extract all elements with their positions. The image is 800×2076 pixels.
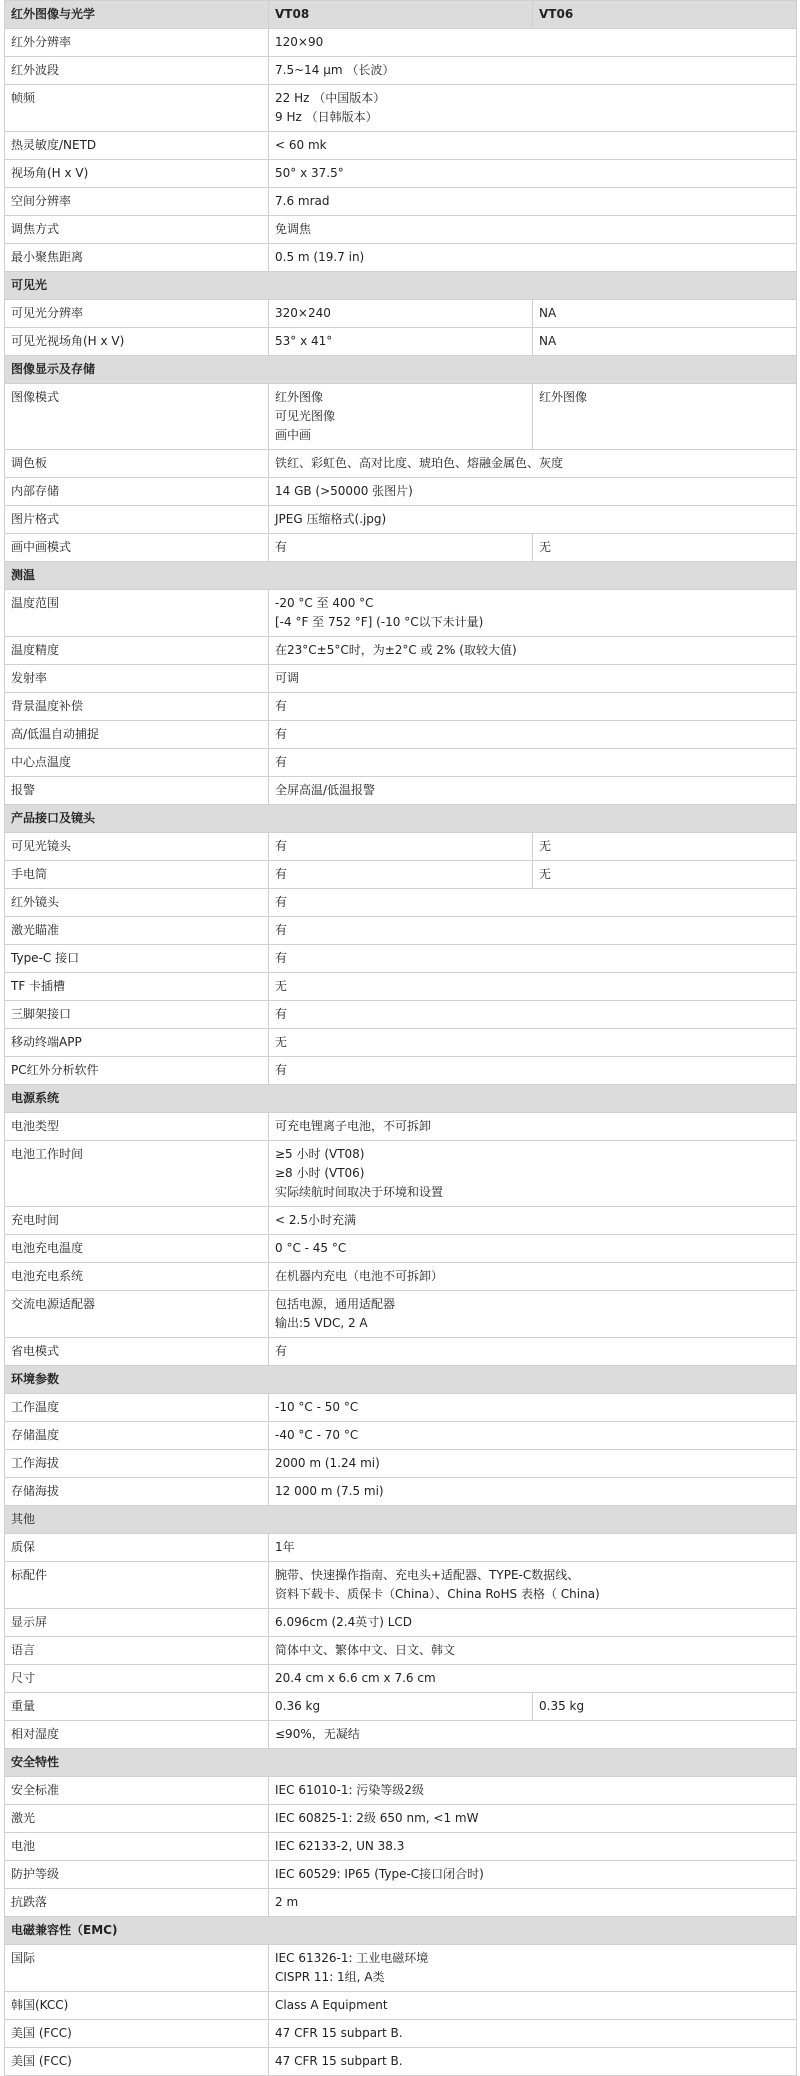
table-row [5, 384, 797, 450]
spec-label: Type-C 接口 [5, 945, 269, 973]
spec-label: 标配件 [5, 1562, 269, 1609]
cell-line: 1年 [275, 1540, 295, 1554]
cell-line: 红外图像 [539, 390, 588, 404]
section-header [5, 1, 797, 29]
spec-label: 图像模式 [5, 384, 269, 450]
table-row [5, 693, 797, 721]
cell-line: IEC 60825-1: 2级 650 nm, <1 mW [275, 1811, 479, 1825]
spec-label: 内部存储 [5, 478, 269, 506]
cell-line: 输出:5 VDC, 2 A [275, 1316, 368, 1330]
spec-label: 可见光分辨率 [5, 300, 269, 328]
spec-value [269, 1665, 797, 1693]
section-title: 测温 [5, 562, 797, 590]
cell-line: NA [539, 334, 557, 348]
spec-value [269, 590, 797, 637]
spec-value-vt06 [533, 833, 797, 861]
cell-line: 有 [275, 867, 288, 881]
spec-value-vt06 [533, 328, 797, 356]
spec-value [269, 861, 533, 889]
cell-line: 7.6 mrad [275, 194, 330, 208]
cell-line: 有 [275, 1007, 288, 1021]
cell-line: 有 [275, 755, 288, 769]
spec-label: 韩国(KCC) [5, 1992, 269, 2020]
cell-line: 红外图像 [275, 390, 324, 404]
table-row [5, 973, 797, 1001]
spec-value [269, 1263, 797, 1291]
spec-value [269, 1861, 797, 1889]
cell-line: 6.096cm (2.4英寸) LCD [275, 1615, 413, 1629]
spec-value [269, 1338, 797, 1366]
table-row [5, 2048, 797, 2076]
spec-label: 调色板 [5, 450, 269, 478]
cell-line: NA [539, 306, 557, 320]
spec-label: 移动终端APP [5, 1029, 269, 1057]
table-row [5, 1235, 797, 1263]
table-row [5, 1113, 797, 1141]
table-row [5, 1861, 797, 1889]
spec-label: 画中画模式 [5, 534, 269, 562]
cell-line: 9 Hz （日韩版本） [275, 110, 378, 124]
table-row [5, 29, 797, 57]
spec-label: 可见光镜头 [5, 833, 269, 861]
cell-line: [-4 °F 至 752 °F] (-10 °C以下未计量) [275, 615, 484, 629]
spec-label: 质保 [5, 1534, 269, 1562]
table-row [5, 777, 797, 805]
cell-line: 有 [275, 727, 288, 741]
spec-value [269, 244, 797, 272]
spec-value [269, 29, 797, 57]
table-row [5, 1057, 797, 1085]
table-row [5, 188, 797, 216]
spec-label: 抗跌落 [5, 1889, 269, 1917]
spec-label: 图片格式 [5, 506, 269, 534]
cell-line: 包括电源，通用适配器 [275, 1297, 396, 1311]
cell-line: 2 m [275, 1895, 299, 1909]
spec-label: 高/低温自动捕捉 [5, 721, 269, 749]
spec-value [269, 506, 797, 534]
table-row [5, 1534, 797, 1562]
cell-line: 无 [539, 839, 552, 853]
table-row [5, 1207, 797, 1235]
cell-line: ≥5 小时 (VT08) [275, 1147, 365, 1161]
cell-line: 腕带、快速操作指南、充电头+适配器、TYPE-C数据线、 [275, 1568, 580, 1582]
spec-label: 存储海拔 [5, 1478, 269, 1506]
table-row [5, 590, 797, 637]
cell-line: 14 GB (>50000 张图片) [275, 484, 413, 498]
table-row [5, 1609, 797, 1637]
spec-value [269, 1207, 797, 1235]
cell-line: ≥8 小时 (VT06) [275, 1166, 365, 1180]
spec-label: 红外镜头 [5, 889, 269, 917]
spec-value [269, 188, 797, 216]
table-row [5, 1693, 797, 1721]
cell-line: 无 [275, 1035, 288, 1049]
spec-label: 相对湿度 [5, 1721, 269, 1749]
section-title: 电磁兼容性（EMC) [5, 1917, 797, 1945]
spec-label: 空间分辨率 [5, 188, 269, 216]
spec-label: 存储温度 [5, 1422, 269, 1450]
cell-line: 免调焦 [275, 222, 312, 236]
table-row [5, 1291, 797, 1338]
spec-value [269, 1992, 797, 2020]
spec-label: 红外波段 [5, 57, 269, 85]
table-row [5, 1422, 797, 1450]
cell-line: -20 °C 至 400 °C [275, 596, 374, 610]
cell-line: 有 [275, 540, 288, 554]
table-row [5, 861, 797, 889]
spec-value [269, 917, 797, 945]
spec-value [269, 1057, 797, 1085]
spec-value-vt06 [533, 384, 797, 450]
section-header [5, 1506, 797, 1534]
table-row [5, 1001, 797, 1029]
spec-value [269, 1562, 797, 1609]
spec-value [269, 1693, 533, 1721]
spec-value [269, 1637, 797, 1665]
section-title: 安全特性 [5, 1749, 797, 1777]
cell-line: 320×240 [275, 306, 331, 320]
table-row [5, 85, 797, 132]
spec-value [269, 833, 533, 861]
spec-label: 中心点温度 [5, 749, 269, 777]
cell-line: IEC 61010-1: 污染等级2级 [275, 1783, 424, 1797]
spec-label: 显示屏 [5, 1609, 269, 1637]
spec-label: 报警 [5, 777, 269, 805]
spec-value [269, 1945, 797, 1992]
cell-line: JPEG 压缩格式(.jpg) [275, 512, 387, 526]
spec-table [4, 0, 797, 2076]
cell-line: 有 [275, 1063, 288, 1077]
spec-value [269, 132, 797, 160]
cell-line: 50° x 37.5° [275, 166, 344, 180]
table-row [5, 1637, 797, 1665]
table-row [5, 1777, 797, 1805]
cell-line: 实际续航时间取决于环境和设置 [275, 1185, 444, 1199]
table-row [5, 1263, 797, 1291]
cell-line: IEC 60529: IP65 (Type-C接口闭合时) [275, 1867, 484, 1881]
spec-label: 发射率 [5, 665, 269, 693]
spec-label: 最小聚焦距离 [5, 244, 269, 272]
spec-value [269, 1235, 797, 1263]
table-row [5, 1562, 797, 1609]
table-row [5, 1805, 797, 1833]
cell-line: -10 °C - 50 °C [275, 1400, 359, 1414]
section-title: 可见光 [5, 272, 797, 300]
table-row [5, 1394, 797, 1422]
section-title: 图像显示及存储 [5, 356, 797, 384]
cell-line: 可见光图像 [275, 409, 336, 423]
spec-value [269, 721, 797, 749]
table-row [5, 1338, 797, 1366]
cell-line: CISPR 11: 1组, A类 [275, 1970, 385, 1984]
spec-value-vt06 [533, 861, 797, 889]
cell-line: 53° x 41° [275, 334, 333, 348]
cell-line: 2000 m (1.24 mi) [275, 1456, 380, 1470]
spec-label: 防护等级 [5, 1861, 269, 1889]
spec-label: 背景温度补偿 [5, 693, 269, 721]
table-row [5, 300, 797, 328]
spec-label: 工作温度 [5, 1394, 269, 1422]
spec-value [269, 1113, 797, 1141]
spec-label: 交流电源适配器 [5, 1291, 269, 1338]
table-row [5, 1889, 797, 1917]
table-row [5, 1141, 797, 1207]
spec-value [269, 889, 797, 917]
spec-label: 工作海拔 [5, 1450, 269, 1478]
spec-value [269, 1291, 797, 1338]
section-header [5, 1917, 797, 1945]
spec-value [269, 85, 797, 132]
model-name: VT08 [269, 1, 533, 29]
spec-value [269, 1609, 797, 1637]
spec-label: 语言 [5, 1637, 269, 1665]
cell-line: 画中画 [275, 428, 312, 442]
cell-line: 22 Hz （中国版本） [275, 91, 386, 105]
cell-line: 有 [275, 699, 288, 713]
spec-label: 视场角(H x V) [5, 160, 269, 188]
section-title: 电源系统 [5, 1085, 797, 1113]
cell-line: 120×90 [275, 35, 324, 49]
spec-label: 激光瞄准 [5, 917, 269, 945]
cell-line: 简体中文、繁体中文、日文、韩文 [275, 1643, 456, 1657]
table-row [5, 328, 797, 356]
table-row [5, 665, 797, 693]
spec-label: 调焦方式 [5, 216, 269, 244]
cell-line: 0 °C - 45 °C [275, 1241, 347, 1255]
spec-label: 三脚架接口 [5, 1001, 269, 1029]
cell-line: 在23°C±5°C时，为±2°C 或 2% (取较大值) [275, 643, 517, 657]
spec-label: 电池 [5, 1833, 269, 1861]
table-row [5, 637, 797, 665]
cell-line: 12 000 m (7.5 mi) [275, 1484, 384, 1498]
table-row [5, 57, 797, 85]
spec-value [269, 300, 533, 328]
table-row [5, 1478, 797, 1506]
cell-line: 0.5 m (19.7 in) [275, 250, 365, 264]
table-row [5, 889, 797, 917]
spec-label: 激光 [5, 1805, 269, 1833]
cell-line: IEC 61326-1: 工业电磁环境 [275, 1951, 429, 1965]
spec-value [269, 1422, 797, 1450]
cell-line: 铁红、彩虹色、高对比度、琥珀色、熔融金属色、灰度 [275, 456, 564, 470]
spec-label: 充电时间 [5, 1207, 269, 1235]
spec-value [269, 1805, 797, 1833]
spec-label: 温度范围 [5, 590, 269, 637]
cell-line: 资料下载卡、质保卡（China）、China RoHS 表格（ China) [275, 1587, 600, 1601]
spec-value [269, 973, 797, 1001]
table-row [5, 534, 797, 562]
cell-line: Class A Equipment [275, 1998, 388, 2012]
cell-line: 7.5~14 µm （长波） [275, 63, 395, 77]
spec-label: 红外分辨率 [5, 29, 269, 57]
spec-label: 热灵敏度/NETD [5, 132, 269, 160]
table-row [5, 1029, 797, 1057]
cell-line: 无 [539, 867, 552, 881]
spec-label: 国际 [5, 1945, 269, 1992]
spec-value [269, 945, 797, 973]
table-row [5, 1721, 797, 1749]
spec-value [269, 2020, 797, 2048]
section-header [5, 1085, 797, 1113]
spec-value [269, 478, 797, 506]
table-row [5, 749, 797, 777]
spec-value [269, 665, 797, 693]
table-row [5, 132, 797, 160]
table-row [5, 833, 797, 861]
table-row [5, 244, 797, 272]
section-title: 环境参数 [5, 1366, 797, 1394]
spec-value [269, 57, 797, 85]
section-header [5, 562, 797, 590]
cell-line: -40 °C - 70 °C [275, 1428, 359, 1442]
section-title: 红外图像与光学 [5, 1, 269, 29]
table-row [5, 450, 797, 478]
cell-line: 全屏高温/低温报警 [275, 783, 376, 797]
spec-value [269, 2048, 797, 2076]
cell-line: 47 CFR 15 subpart B. [275, 2054, 403, 2068]
table-row [5, 216, 797, 244]
cell-line: ≤90%，无凝结 [275, 1727, 360, 1741]
spec-label: 温度精度 [5, 637, 269, 665]
cell-line: 有 [275, 951, 288, 965]
spec-value [269, 777, 797, 805]
cell-line: 有 [275, 895, 288, 909]
table-row [5, 1833, 797, 1861]
section-header [5, 272, 797, 300]
cell-line: IEC 62133-2, UN 38.3 [275, 1839, 405, 1853]
cell-line: < 60 mk [275, 138, 327, 152]
spec-value [269, 384, 533, 450]
section-header [5, 805, 797, 833]
cell-line: 0.36 kg [275, 1699, 321, 1713]
spec-label: 美国 (FCC) [5, 2020, 269, 2048]
spec-value [269, 637, 797, 665]
section-header [5, 1749, 797, 1777]
spec-value [269, 450, 797, 478]
cell-line: 有 [275, 1344, 288, 1358]
cell-line: 可充电锂离子电池，不可拆卸 [275, 1119, 432, 1133]
table-row [5, 2020, 797, 2048]
spec-label: 安全标准 [5, 1777, 269, 1805]
spec-value [269, 749, 797, 777]
spec-label: 帧频 [5, 85, 269, 132]
spec-label: PC红外分析软件 [5, 1057, 269, 1085]
spec-label: 电池充电温度 [5, 1235, 269, 1263]
cell-line: 无 [539, 540, 552, 554]
spec-label: 手电筒 [5, 861, 269, 889]
cell-line: 20.4 cm x 6.6 cm x 7.6 cm [275, 1671, 436, 1685]
spec-value [269, 1777, 797, 1805]
spec-value [269, 1450, 797, 1478]
table-row [5, 1945, 797, 1992]
table-row [5, 160, 797, 188]
cell-line: < 2.5小时充满 [275, 1213, 356, 1227]
spec-value [269, 1141, 797, 1207]
spec-value [269, 1394, 797, 1422]
cell-line: 无 [275, 979, 288, 993]
spec-value-vt06 [533, 300, 797, 328]
spec-label: 电池工作时间 [5, 1141, 269, 1207]
table-row [5, 1992, 797, 2020]
spec-label: 美国 (FCC) [5, 2048, 269, 2076]
table-row [5, 721, 797, 749]
spec-value [269, 534, 533, 562]
spec-value [269, 1721, 797, 1749]
cell-line: 有 [275, 923, 288, 937]
spec-value [269, 216, 797, 244]
spec-label: 重量 [5, 1693, 269, 1721]
cell-line: 0.35 kg [539, 1699, 585, 1713]
spec-value [269, 1478, 797, 1506]
spec-label: TF 卡插槽 [5, 973, 269, 1001]
spec-value [269, 328, 533, 356]
cell-line: 47 CFR 15 subpart B. [275, 2026, 403, 2040]
spec-value [269, 693, 797, 721]
spec-value [269, 160, 797, 188]
table-row [5, 478, 797, 506]
spec-value-vt06 [533, 1693, 797, 1721]
spec-value [269, 1001, 797, 1029]
spec-value [269, 1534, 797, 1562]
spec-label: 可见光视场角(H x V) [5, 328, 269, 356]
cell-line: 在机器内充电（电池不可拆卸） [275, 1269, 444, 1283]
table-row [5, 1450, 797, 1478]
spec-label: 尺寸 [5, 1665, 269, 1693]
spec-label: 省电模式 [5, 1338, 269, 1366]
cell-line: 可调 [275, 671, 300, 685]
section-header [5, 1366, 797, 1394]
table-row [5, 506, 797, 534]
table-row [5, 945, 797, 973]
spec-value [269, 1029, 797, 1057]
spec-value [269, 1833, 797, 1861]
spec-label: 电池类型 [5, 1113, 269, 1141]
section-title: 产品接口及镜头 [5, 805, 797, 833]
model-name: VT06 [533, 1, 797, 29]
cell-line: 有 [275, 839, 288, 853]
table-row [5, 1665, 797, 1693]
spec-value-vt06 [533, 534, 797, 562]
section-title: 其他 [5, 1506, 797, 1534]
spec-value [269, 1889, 797, 1917]
section-header [5, 356, 797, 384]
spec-label: 电池充电系统 [5, 1263, 269, 1291]
table-row [5, 917, 797, 945]
